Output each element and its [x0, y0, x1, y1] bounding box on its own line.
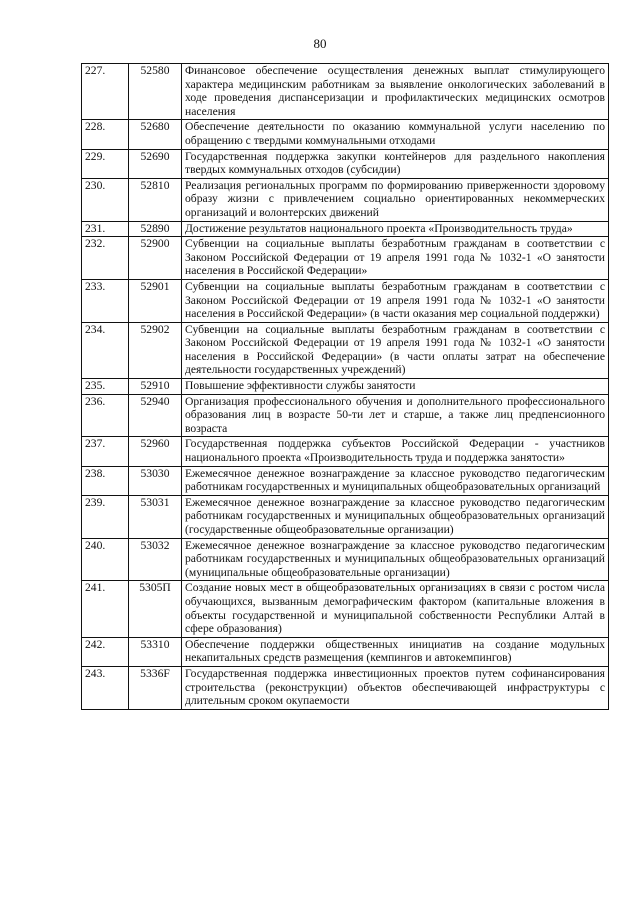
table-row: [82, 538, 609, 581]
row-number-cell: 236.: [82, 394, 129, 437]
row-number-cell: 242.: [82, 637, 129, 666]
row-description-cell: Создание новых мест в общеобразовательных организациях в связи с ростом числа обучающихся, вызванным демографическим фактором (капитальные вложения в объекты государственной и муниципальной собственности Республики Алтай в сфере образования): [182, 581, 609, 637]
row-number-cell: 228.: [82, 120, 129, 149]
table-row: [82, 466, 609, 495]
row-description-cell: Ежемесячное денежное вознаграждение за классное руководство педагогическим работникам государственных и муниципальных общеобразовательных организаций (государственные общеобразовательные организации): [182, 495, 609, 538]
table-row: [82, 437, 609, 466]
row-code-cell: 52690: [129, 149, 182, 178]
row-description-cell: Ежемесячное денежное вознаграждение за классное руководство педагогическим работникам государственных и муниципальных общеобразовательных организаций: [182, 466, 609, 495]
row-description-cell: Повышение эффективности службы занятости: [182, 379, 609, 395]
row-number-cell: 237.: [82, 437, 129, 466]
table-row: [82, 637, 609, 666]
table-row: [82, 178, 609, 221]
row-number-cell: 240.: [82, 538, 129, 581]
table-row: [82, 495, 609, 538]
row-code-cell: 52960: [129, 437, 182, 466]
table-row: [82, 149, 609, 178]
row-number-cell: 238.: [82, 466, 129, 495]
row-number-cell: 230.: [82, 178, 129, 221]
row-code-cell: 52890: [129, 221, 182, 237]
register-table: [81, 63, 609, 710]
table-row: [82, 394, 609, 437]
row-code-cell: 53030: [129, 466, 182, 495]
table-row: [82, 581, 609, 637]
row-number-cell: 232.: [82, 237, 129, 280]
row-code-cell: 52910: [129, 379, 182, 395]
row-description-cell: Государственная поддержка субъектов Российской Федерации - участников национального проекта «Производительность труда и поддержка занятости»: [182, 437, 609, 466]
row-code-cell: 52901: [129, 279, 182, 322]
row-number-cell: 229.: [82, 149, 129, 178]
row-description-cell: Субвенции на социальные выплаты безработным гражданам в соответствии с Законом Российской Федерации от 19 апреля 1991 года № 1032-1 «О занятости населения в Российской Федерации» (в части оказания мер социальной поддержки): [182, 279, 609, 322]
row-description-cell: Субвенции на социальные выплаты безработным гражданам в соответствии с Законом Российской Федерации от 19 апреля 1991 года № 1032-1 «О занятости населения в Российской Федерации»: [182, 237, 609, 280]
table-row: [82, 237, 609, 280]
row-description-cell: Обеспечение деятельности по оказанию коммунальной услуги населению по обращению с твердыми коммунальными отходами: [182, 120, 609, 149]
row-description-cell: Государственная поддержка инвестиционных проектов путем софинансирования строительства (реконструкции) объектов обеспечивающей инфраструктуры с длительным сроком окупаемости: [182, 666, 609, 709]
row-description-cell: Реализация региональных программ по формированию приверженности здоровому образу жизни с привлечением социально ориентированных некоммерческих организаций и волонтерских движений: [182, 178, 609, 221]
row-code-cell: 52940: [129, 394, 182, 437]
row-code-cell: 52680: [129, 120, 182, 149]
row-number-cell: 243.: [82, 666, 129, 709]
row-description-cell: Достижение результатов национального проекта «Производительность труда»: [182, 221, 609, 237]
table-row: [82, 379, 609, 395]
row-number-cell: 241.: [82, 581, 129, 637]
row-code-cell: 53031: [129, 495, 182, 538]
table-row: [82, 64, 609, 120]
register-table-body: [82, 64, 609, 710]
row-description-cell: Организация профессионального обучения и дополнительного профессионального образования лиц в возрасте 50-ти лет и старше, а также лиц предпенсионного возраста: [182, 394, 609, 437]
row-description-cell: Финансовое обеспечение осуществления денежных выплат стимулирующего характера медицинским работникам за выявление онкологических заболеваний в ходе проведения диспансеризации и профилактических медицинских осмотров населения: [182, 64, 609, 120]
table-row: [82, 279, 609, 322]
row-number-cell: 227.: [82, 64, 129, 120]
row-code-cell: 52902: [129, 322, 182, 378]
table-row: [82, 322, 609, 378]
row-description-cell: Государственная поддержка закупки контейнеров для раздельного накопления твердых коммунальных отходов (субсидии): [182, 149, 609, 178]
row-code-cell: 52900: [129, 237, 182, 280]
row-code-cell: 5336F: [129, 666, 182, 709]
row-number-cell: 233.: [82, 279, 129, 322]
row-number-cell: 234.: [82, 322, 129, 378]
row-code-cell: 52580: [129, 64, 182, 120]
row-number-cell: 235.: [82, 379, 129, 395]
row-code-cell: 53032: [129, 538, 182, 581]
page-number: 80: [313, 36, 327, 51]
row-description-cell: Обеспечение поддержки общественных инициатив на создание модульных некапитальных средств размещения (кемпингов и автокемпингов): [182, 637, 609, 666]
table-row: [82, 666, 609, 709]
row-code-cell: 53310: [129, 637, 182, 666]
row-description-cell: Ежемесячное денежное вознаграждение за классное руководство педагогическим работникам государственных и муниципальных общеобразовательных организаций (муниципальные общеобразовательные организации): [182, 538, 609, 581]
row-code-cell: 52810: [129, 178, 182, 221]
row-number-cell: 231.: [82, 221, 129, 237]
row-code-cell: 5305П: [129, 581, 182, 637]
row-number-cell: 239.: [82, 495, 129, 538]
table-row: [82, 221, 609, 237]
row-description-cell: Субвенции на социальные выплаты безработным гражданам в соответствии с Законом Российской Федерации от 19 апреля 1991 года № 1032-1 «О занятости населения в Российской Федерации» (в части оплаты затрат на обеспечение деятельности государственных учреждений): [182, 322, 609, 378]
table-row: [82, 120, 609, 149]
